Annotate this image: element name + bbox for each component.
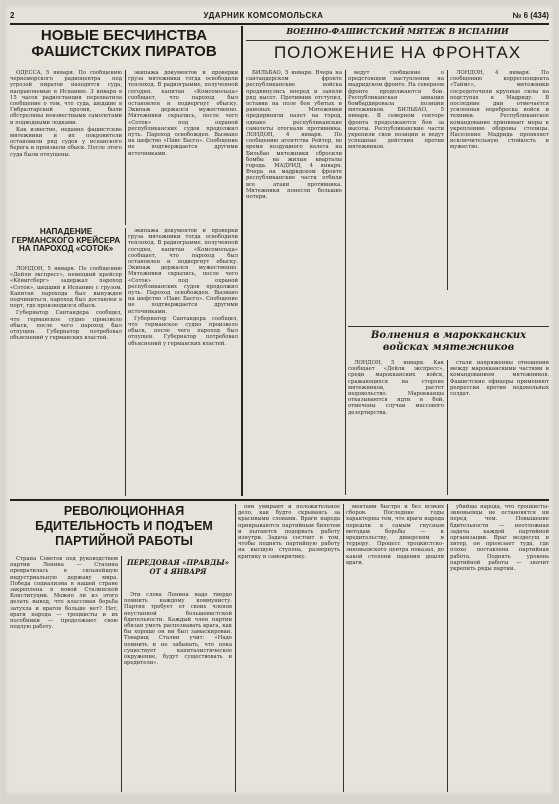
- soton-subhead-box: [10, 228, 122, 266]
- soton-story: ЛОНДОН, 5 января. По сообщению «Дейли экспресс», немецкий крейсер «Кёнигсберг» задержал пароход «Соток», шедший в Испанию с грузом. Капитан парохода был вынужден подчиниться, пароход был доставлен в порт, где производился обыск.: [10, 266, 122, 310]
- soton-governor: Губернатор Сантандера сообщил, что германское судно произвело обыск, после чего пароход был отпущен. Губернатор потребовал объяснений у германских властей.: [10, 310, 122, 342]
- pirates-continued: экипажа документов и проверки груза мятежники тогда освободили теплоход. В радиограмме, полученной сегодня, капитан «Комсомольца» сообщает, что пароход был остановлен и подвергнут обыску. Экипаж держался мужественно. Мятежники скрылись, после чего «Соток» под охраной республиканских судов продолжил путь. Пароход освобожден. Вызвано на шефство «Паис Басго». Сообщение не подтверждается другими источниками.: [128, 70, 238, 157]
- spain-col1: [246, 70, 342, 495]
- vigilance-headline: РЕВОЛЮЦИОННАЯ БДИТЕЛЬНОСТЬ И ПОДЪЕМ ПАРТИЙНОЙ РАБОТЫ: [35, 504, 213, 548]
- spain-col3: [450, 70, 549, 290]
- vigilance-col5: [450, 504, 549, 792]
- soton-continued-2: Губернатор Сантандера сообщил, что германское судно произвело обыск, после чего пароход был отпущен. Губернатор потребовал объяснений у германских властей.: [128, 315, 238, 347]
- newspaper-name: УДАРНИК КОМСОМОЛЬСКА: [203, 10, 324, 20]
- vigilance-headline-box: [10, 504, 238, 552]
- editorial-title-box: [124, 556, 232, 590]
- vigilance-col1: [10, 556, 118, 792]
- spain-banner: ВОЕННО-ФАШИСТСКИЙ МЯТЕЖ В ИСПАНИИ: [286, 26, 509, 36]
- vigilance-col3: [238, 504, 340, 792]
- column-divider: [343, 504, 344, 792]
- spain-headline-box: [246, 40, 549, 65]
- vigilance-col3-text: они умирают и положительное дело, как будто скрываясь за красивыми словами. Враги народа прикрываются партийным билетом и пытаются подорвать работу изнутри. Задача состоит в том, чтобы поднять партийную работу на высшую ступень, развернуть критику и самокритику.: [238, 504, 340, 560]
- column-divider: [447, 504, 448, 792]
- soton-continued: экипажа документов и проверки груза мятежники тогда освободили теплоход. В радиограмме, полученной сегодня, капитан «Комсомольца» сообщает, что пароход был остановлен и подвергнут обыску. Экипаж держался мужественно. Мятежники скрылись, после чего «Соток» под охраной республиканских судов продолжил путь. Пароход освобожден. Вызвано на шефство «Паис Басго». Сообщение не подтверждается другими источниками.: [128, 228, 238, 315]
- pirates-headline-box: [10, 28, 238, 66]
- vigilance-col1-text: Страна Советов под руководством партии Ленина — Сталина превратилась в сильнейшую индустриальную державу мира. Победа социализма в нашей стране закреплена в новой Сталинской Конституции. Можно ли из этого делать вывод, что классовая борьба затухла и врагов больше нет? Нет, враги народа — троцкисты и их пособники — продолжают свою подлую работу.: [10, 556, 118, 631]
- morocco-headline: Волнения в марокканских войсках мятежников: [370, 330, 527, 353]
- morocco-col2-text: стали напряженны отношения между марокканскими частями и командованием мятежников. Фашистские офицеры применяют репрессии против недовольных солдат.: [450, 360, 549, 398]
- vigilance-col2-text: Эти слова Ленина надо твердо помнить каждому коммунисту. Партия требует от своих членов неустанной большевистской бдительности. Каждый член партии обязан уметь распознавать врага, как бы хорошо он ни был замаскирован. Товарищ Сталин учит: «Надо помнить и не забывать, что пока существует капиталистическое окружение, будут существовать и вредители».: [124, 592, 232, 667]
- column-divider: [121, 556, 122, 792]
- page-number: 2: [10, 10, 15, 20]
- spain-headline: ПОЛОЖЕНИЕ НА ФРОНТАХ: [273, 43, 522, 62]
- column-divider: [447, 70, 448, 290]
- column-divider: [125, 228, 126, 496]
- pirates-article-col2: [128, 70, 238, 225]
- pirates-story2: Как известно, недавно фашистские мятежники и их покровители остановили ряд судов у испанского берега и произвели обыск. После этого суда были отпущены.: [10, 126, 122, 158]
- morocco-col1: [348, 360, 444, 495]
- issue-number: № 6 (434): [512, 10, 549, 20]
- spain-col2-text: ведут сообщение о предстоящем наступлении на мадридском фронте. На северном фронте продолжаются бои. Республиканская авиация бомбардировала позиции мятежников. БИЛЬБАО, 5 января. В северном секторе фронта продолжаются бои за высоты. Республиканские части укрепили свои позиции и ведут успешные действия против мятежников.: [348, 70, 444, 151]
- vigilance-col2: [124, 592, 232, 792]
- editorial-title: ПЕРЕДОВАЯ «ПРАВДЫ» ОТ 4 ЯНВАРЯ: [127, 558, 229, 576]
- vigilance-col4-text: ментами быстро и без всяких сборов. Последние годы характерны тем, что враги народа перешли к самым гнусным методам борьбы — к вредительству, диверсиям и террору. Процесс троцкистско-зиновьевского центра показал, до какой степени падения дошли враги.: [346, 504, 444, 566]
- column-divider: [447, 360, 448, 495]
- column-divider: [125, 70, 126, 225]
- vigilance-col4: [346, 504, 444, 792]
- vigilance-col5-text: убийцы народа, что троцкисты-зиновьевцы не остановятся ни перед чем. Повышение бдительности — неотложная задача каждой партийной организации. Враг вездесущ и хитер, он пролезает туда, где плохо поставлена партийная работа. Поднять уровень партийной работы — значит укрепить ряды партии.: [450, 504, 549, 573]
- pirates-headline: НОВЫЕ БЕСЧИНСТВА ФАШИСТСКИХ ПИРАТОВ: [31, 28, 217, 60]
- mid-page-rule: [10, 499, 549, 501]
- morocco-headline-box: [348, 326, 549, 359]
- soton-subhead: НАПАДЕНИЕ ГЕРМАНСКОГО КРЕЙСЕРА НА ПАРОХОД «СОТОК»: [11, 228, 121, 254]
- header-rule: [10, 23, 549, 25]
- spain-col2: [348, 70, 444, 290]
- spain-banner-box: [246, 26, 549, 38]
- soton-article-cont: [128, 228, 238, 496]
- newspaper-page: [4, 4, 555, 796]
- column-divider: [345, 70, 346, 495]
- spain-col3-text: ЛОНДОН, 4 января. По сообщению корреспондента «Таймс», мятежники сосредоточили крупные силы на подступах к Мадриду. В последние дни отмечается усиленная переброска войск и техники. Республиканское командование принимает меры к укреплению обороны столицы. Население Мадрида проявляет исключительную стойкость и мужество.: [450, 70, 549, 151]
- page-header: [10, 8, 549, 22]
- soton-article: [10, 266, 122, 496]
- morocco-col2: [450, 360, 549, 495]
- pirates-story1: ОДЕССА, 5 января. По сообщению черноморского радиоцентра под угрозой пиратов находятся суда, направляемые в Испанию. 3 января в 15 часов радиостанция перехватила сообщение о том, что суда, шедшие в Гибралтарский пролив, были обстреляны неизвестными самолетами и подводными лодками.: [10, 70, 122, 126]
- column-divider: [235, 504, 236, 792]
- morocco-col1-text: ЛОНДОН, 5 января. Как сообщает «Дейли экспресс», среди марокканских войск, сражающихся на стороне мятежников, растет недовольство. Марокканцы отказываются идти в бой, отмечены случаи массового дезертирства.: [348, 360, 444, 416]
- section-divider: [241, 26, 243, 496]
- spain-col1-text: БИЛЬБАО, 5 января. Вчера на сантандерском фронте республиканские войска продвинулись вперед и заняли ряд высот. Противник отступил, оставив на поле боя убитых и раненых. Мятежники предприняли налет на город, однако республиканские самолеты отогнали противника. ЛОНДОН, 4 января. По сообщению агентства Рейтер, во время воздушного налета на Бильбао мятежники сбросили бомбы на жилые кварталы города. МАДРИД, 4 января. Вчера на мадридском фронте республиканские части отбили все атаки противника. Мятежники понесли большие потери.: [246, 70, 342, 201]
- pirates-article-col1: [10, 70, 122, 225]
